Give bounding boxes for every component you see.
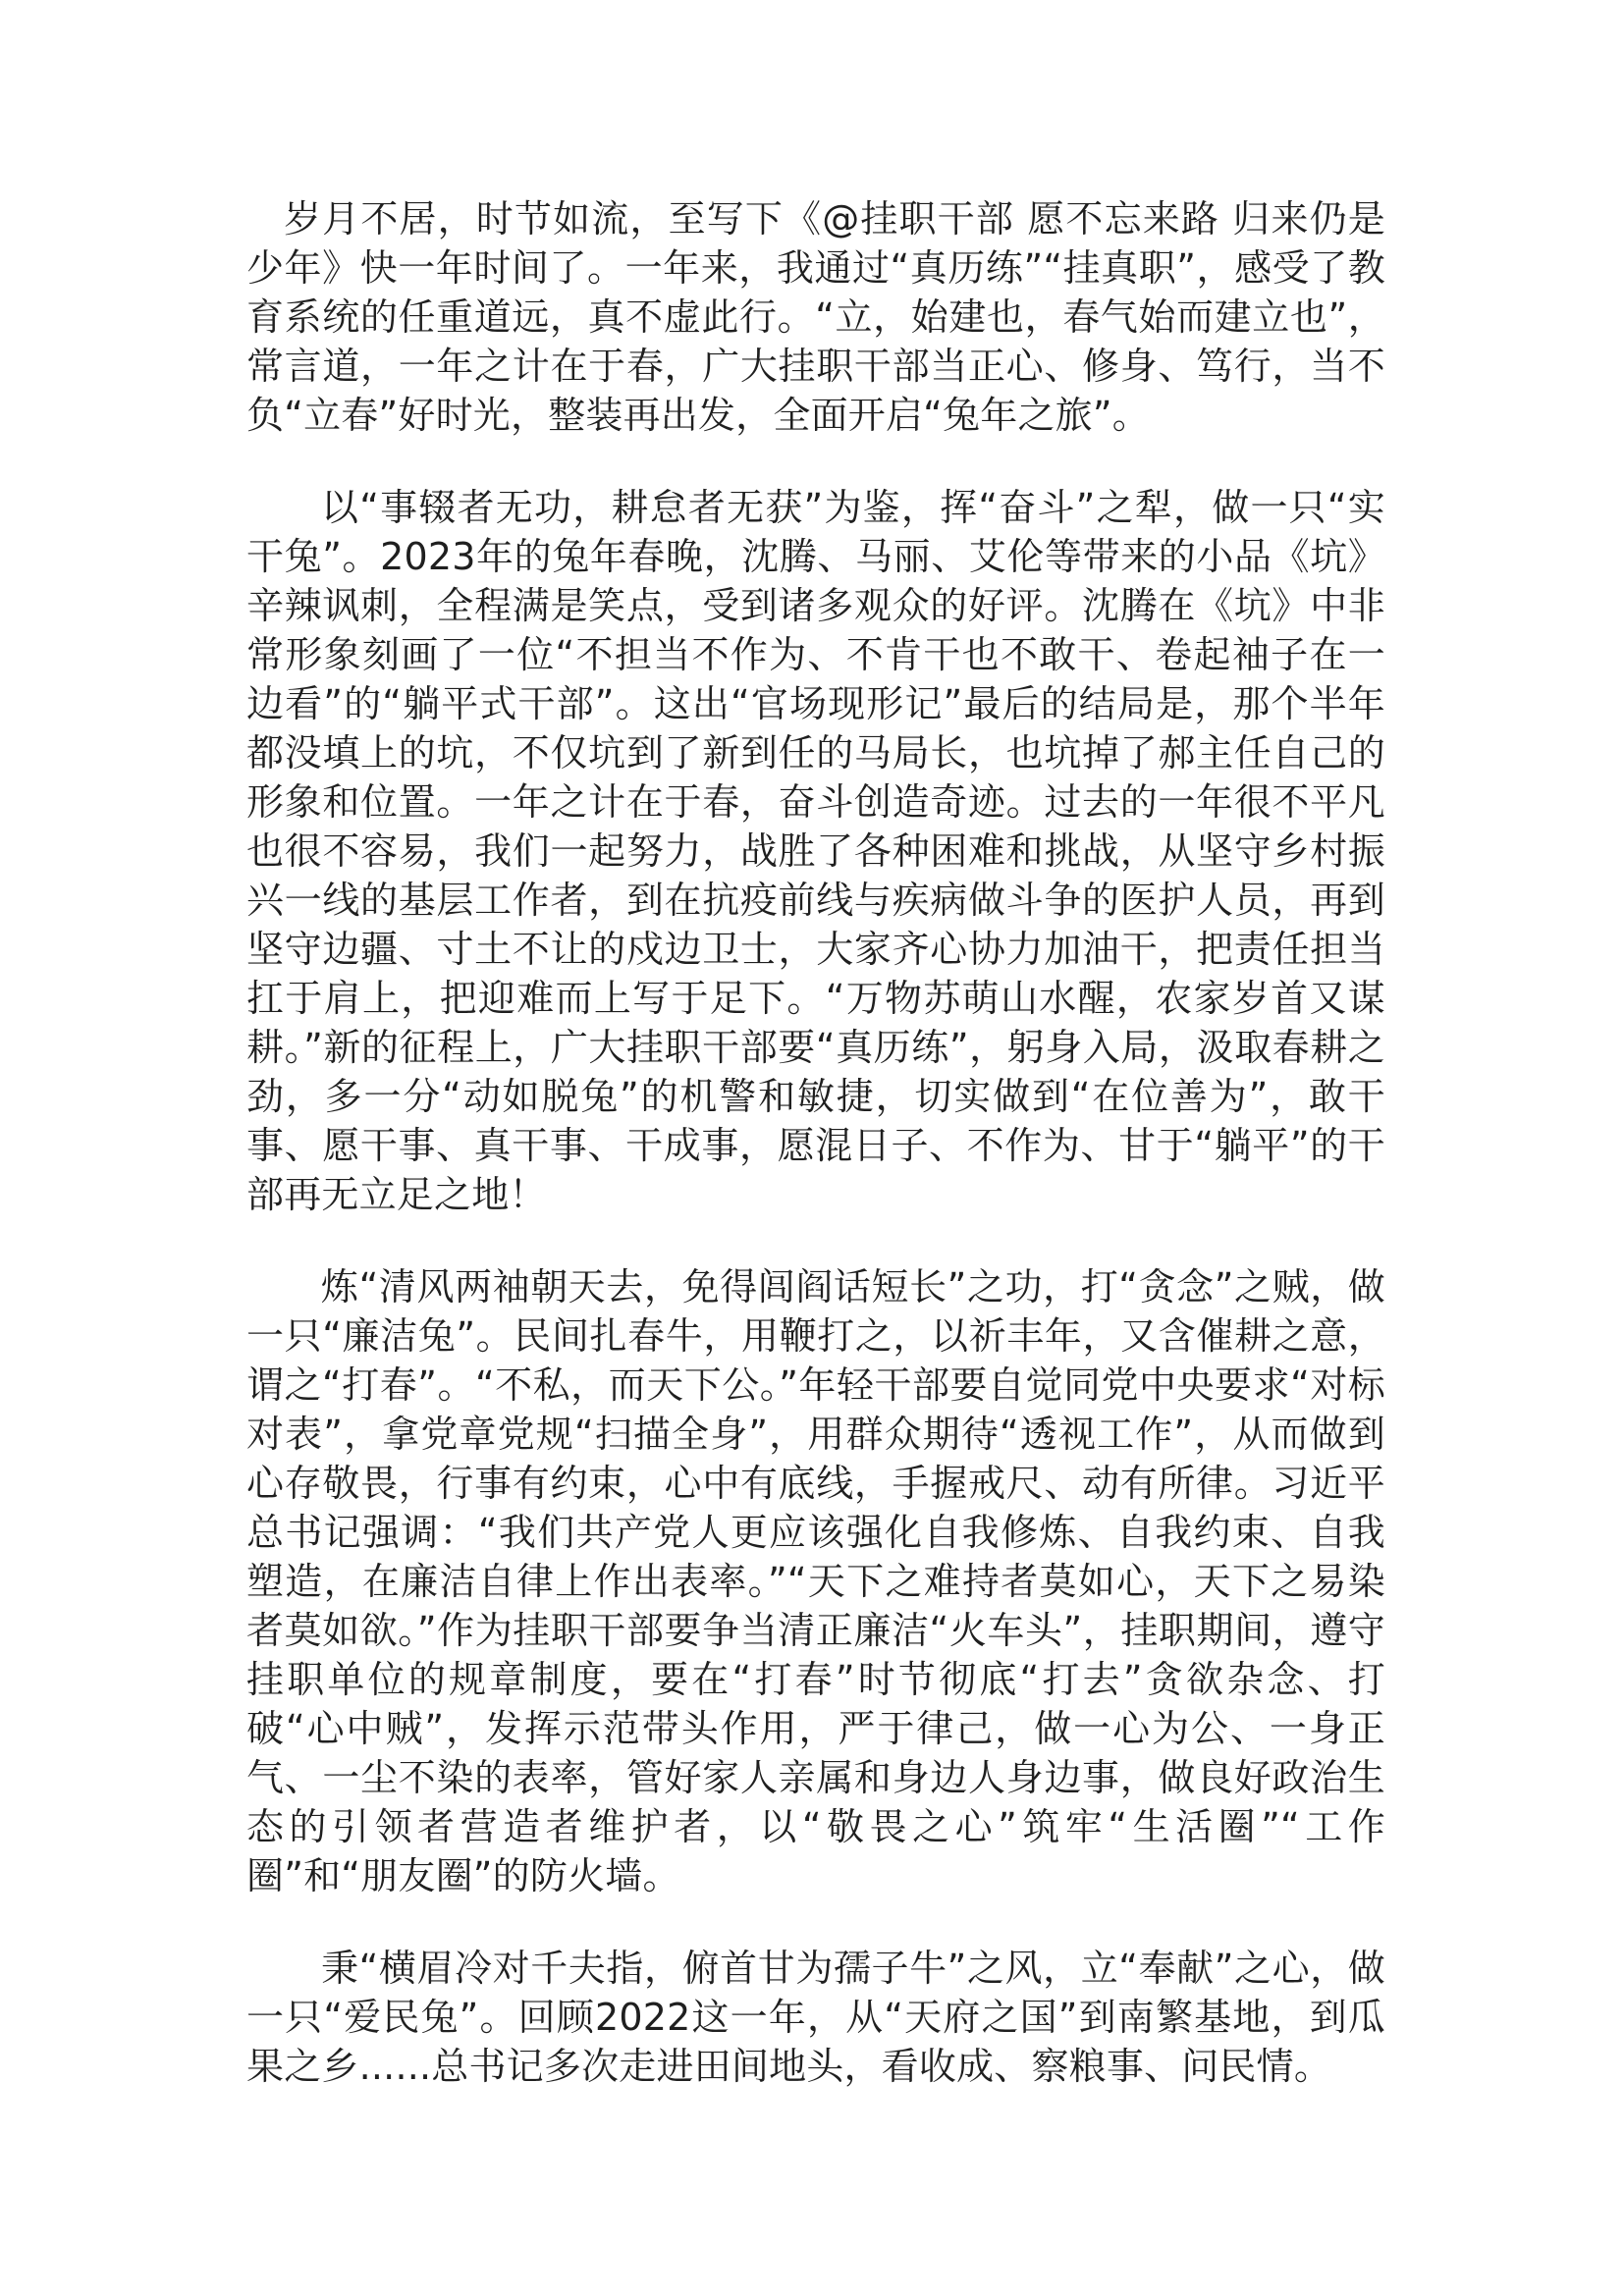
paragraph-aimin-tu: 秉“横眉冷对千夫指，俯首甘为孺子牛”之风，立“奉献”之心，做一只“爱民兔”。回顾2022这一年，从“天府之国”到南繁基地，到瓜果之乡......总书记多次走进田间地头，看收成、察粮事、问民情。 — [246, 1947, 1385, 2088]
paragraph-shigan-tu: 以“事辍者无功，耕怠者无获”为鉴，挥“奋斗”之犁，做一只“实干兔”。2023年的兔年春晚，沈腾、马丽、艾伦等带来的小品《坑》辛辣讽刺，全程满是笑点，受到诸多观众的好评。沈腾在《坑》中非常形象刻画了一位“不担当不作为、不肯干也不敢干、卷起袖子在一边看”的“躺平式干部”。这出“官场现形记”最后的结局是，那个半年都没填上的坑，不仅坑到了新到任的马局长，也坑掉了郝主任自己的形象和位置。一年之计在于春，奋斗创造奇迹。过去的一年很不平凡也很不容易，我们一起努力，战胜了各种困难和挑战，从坚守乡村振兴一线的基层工作者，到在抗疫前线与疾病做斗争的医护人员，再到坚守边疆、寸土不让的戍边卫士，大家齐心协力加油干，把责任担当扛于肩上，把迎难而上写于足下。“万物苏萌山水醒，农家岁首又谋耕。”新的征程上，广大挂职干部要“真历练”，躬身入局，汲取春耕之劲，多一分“动如脱兔”的机警和敏捷，切实做到“在位善为”，敢干事、愿干事、真干事、干成事，愿混日子、不作为、甘于“躺平”的干部再无立足之地！ — [246, 486, 1385, 1216]
paragraph-intro: 岁月不居，时节如流，至写下《@挂职干部 愿不忘来路 归来仍是少年》快一年时间了。一年来，我通过“真历练”“挂真职”，感受了教育系统的任重道远，真不虚此行。“立，始建也，春气始而建立也”，常言道，一年之计在于春，广大挂职干部当正心、修身、笃行，当不负“立春”好时光，整装再出发，全面开启“兔年之旅”。 — [246, 197, 1385, 437]
article-body — [246, 194, 1385, 2134]
paragraph-lianjie-tu: 炼“清风两袖朝天去，免得闾阎话短长”之功，打“贪念”之贼，做一只“廉洁兔”。民间扎春牛，用鞭打之，以祈丰年，又含催耕之意，谓之“打春”。“不私，而天下公。”年轻干部要自觉同党中央要求“对标对表”，拿党章党规“扫描全身”，用群众期待“透视工作”，从而做到心存敬畏，行事有约束，心中有底线，手握戒尺、动有所律。习近平总书记强调：“我们共产党人更应该强化自我修炼、自我约束、自我塑造，在廉洁自律上作出表率。”“天下之难持者莫如心，天下之易染者莫如欲。”作为挂职干部要争当清正廉洁“火车头”，挂职期间，遵守挂职单位的规章制度，要在“打春”时节彻底“打去”贪欲杂念、打破“心中贼”，发挥示范带头作用，严于律己，做一心为公、一身正气、一尘不染的表率，管好家人亲属和身边人身边事，做良好政治生态的引领者营造者维护者，以“敬畏之心”筑牢“生活圈”“工作圈”和“朋友圈”的防火墙。 — [246, 1265, 1385, 1897]
